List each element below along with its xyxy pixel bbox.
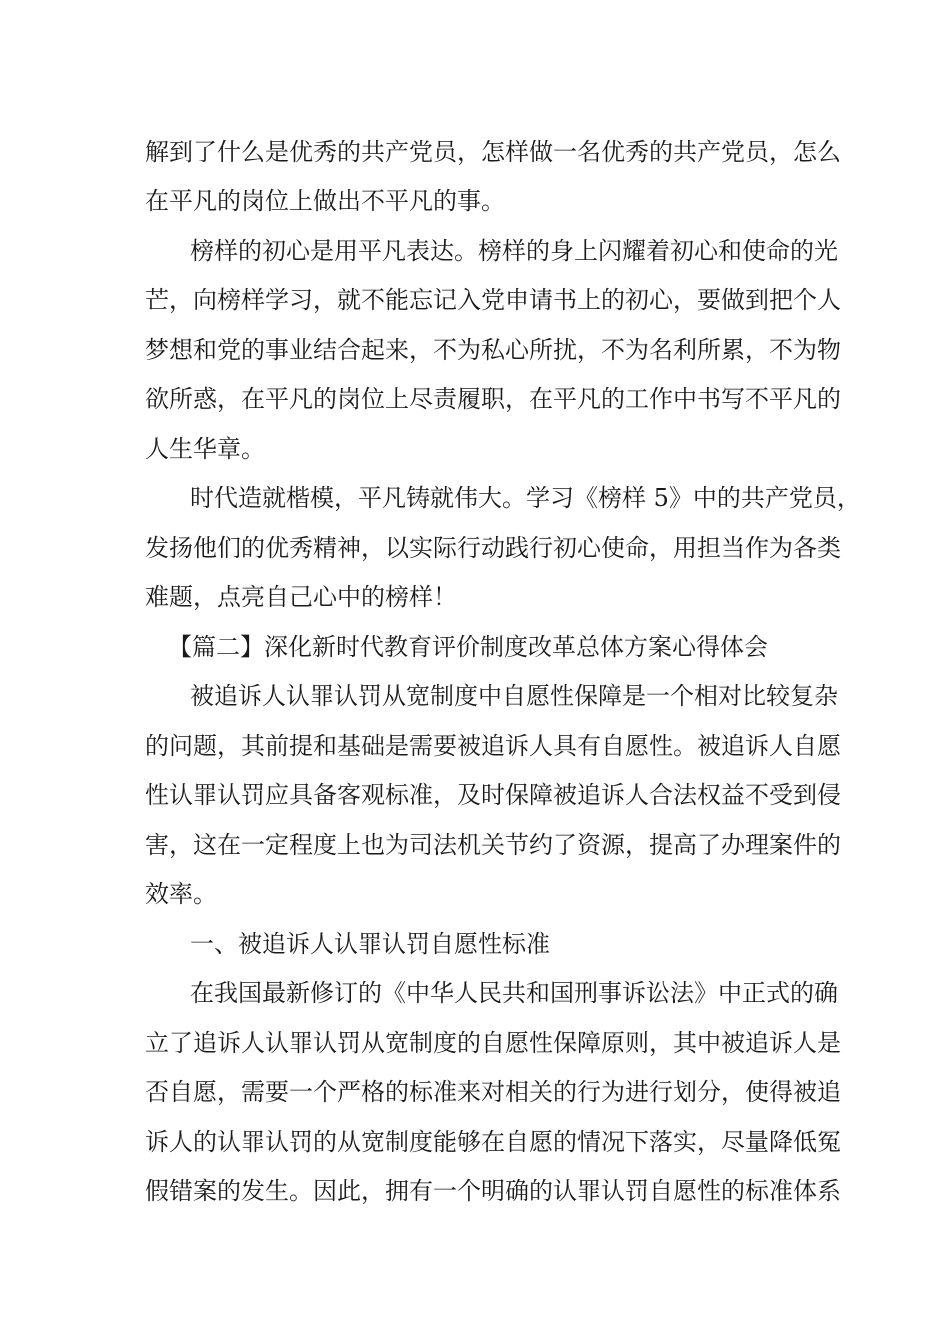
- text-line: 性认罪认罚应具备客观标准，及时保障被追诉人合法权益不受到侵: [145, 781, 841, 809]
- text-line: 发扬他们的优秀精神，以实际行动践行初心使命，用担当作为各类: [145, 534, 841, 562]
- text-line: 解到了什么是优秀的共产党员，怎样做一名优秀的共产党员，怎么: [145, 138, 841, 166]
- text-line: 人生华章。: [145, 435, 265, 463]
- text-line: 假错案的发生。因此，拥有一个明确的认罪认罚自愿性的标准体系: [145, 1177, 841, 1205]
- text-line: 诉人的认罪认罚的从宽制度能够在自愿的情况下落实，尽量降低冤: [145, 1128, 841, 1156]
- paragraph-first-line: 在我国最新修订的《中华人民共和国刑事诉讼法》中正式的确: [190, 979, 838, 1007]
- paragraph-first-line: 榜样的初心是用平凡表达。榜样的身上闪耀着初心和使命的光: [190, 237, 838, 265]
- paragraph-first-line: 被追诉人认罪认罚从宽制度中自愿性保障是一个相对比较复杂: [190, 682, 838, 710]
- text-line: 立了追诉人认罪认罚从宽制度的自愿性保障原则，其中被追诉人是: [145, 1029, 841, 1057]
- text-line: 欲所惑，在平凡的岗位上尽责履职，在平凡的工作中书写不平凡的: [145, 385, 841, 413]
- text-line: 的问题，其前提和基础是需要被追诉人具有自愿性。被追诉人自愿: [145, 732, 841, 760]
- text-line: 在平凡的岗位上做出不平凡的事。: [145, 187, 505, 215]
- text-line: 难题，点亮自己心中的榜样！: [145, 583, 457, 611]
- text-line: 梦想和党的事业结合起来，不为私心所扰，不为名利所累，不为物: [145, 336, 841, 364]
- subsection-heading: 一、被追诉人认罪认罚自愿性标准: [190, 930, 550, 958]
- paragraph-first-line: 时代造就楷模，平凡铸就伟大。学习《榜样 5》中的共产党员，: [190, 484, 861, 512]
- section-heading: 【篇二】深化新时代教育评价制度改革总体方案心得体会: [168, 633, 768, 661]
- text-line: 否自愿，需要一个严格的标准来对相关的行为进行划分，使得被追: [145, 1078, 841, 1106]
- text-line: 芒，向榜样学习，就不能忘记入党申请书上的初心，要做到把个人: [145, 286, 841, 314]
- text-line: 效率。: [145, 880, 217, 908]
- text-line: 害，这在一定程度上也为司法机关节约了资源，提高了办理案件的: [145, 831, 841, 859]
